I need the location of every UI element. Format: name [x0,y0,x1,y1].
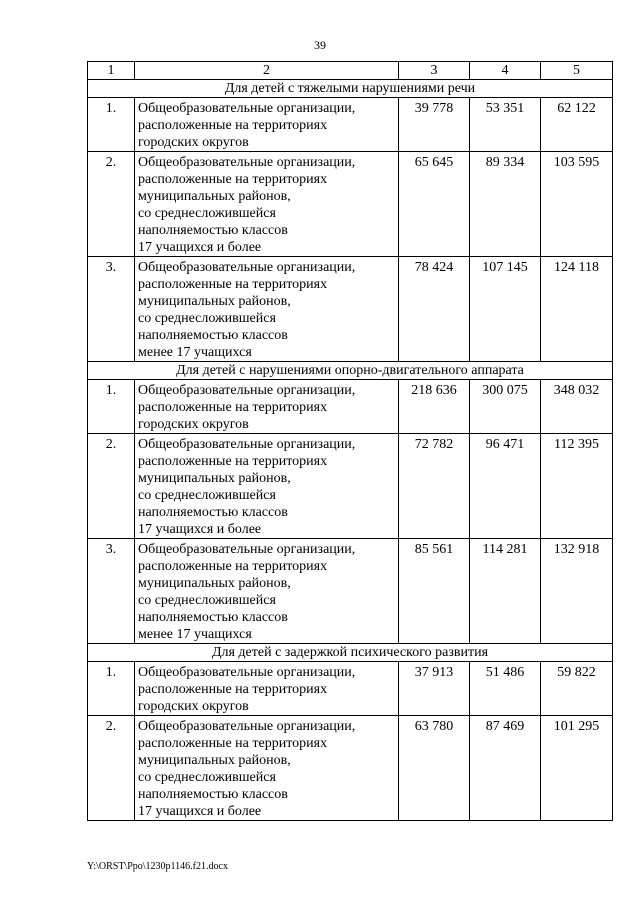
row-number: 1. [88,98,135,152]
value-col-5: 124 118 [541,257,613,362]
section-header-row [88,644,613,662]
value-col-3: 78 424 [399,257,470,362]
value-col-5: 103 595 [541,152,613,257]
row-number: 2. [88,434,135,539]
row-description [135,716,399,821]
description-line: городских округов [138,417,249,432]
table-row [88,98,613,152]
value-col-5: 112 395 [541,434,613,539]
row-description [135,98,399,152]
table-header-row [88,62,613,80]
description-line: Общеобразовательные организации, [138,437,356,452]
header-col-2: 2 [135,62,399,80]
description-line: Общеобразовательные организации, [138,383,356,398]
value-col-3: 65 645 [399,152,470,257]
value-col-4: 114 281 [470,539,541,644]
description-line: со среднесложившейся [138,488,276,503]
section-header-row [88,362,613,380]
row-number: 1. [88,380,135,434]
section-title: Для детей с задержкой психического развития [88,644,613,662]
table-row [88,434,613,539]
value-col-4: 53 351 [470,98,541,152]
description-line: менее 17 учащихся [138,627,252,642]
description-line: со среднесложившейся [138,311,276,326]
table-row [88,257,613,362]
description-line: расположенные на территориях [138,454,328,469]
description-line: менее 17 учащихся [138,345,252,360]
table-row [88,716,613,821]
description-line: со среднесложившейся [138,206,276,221]
value-col-4: 51 486 [470,662,541,716]
row-number: 2. [88,716,135,821]
description-line: Общеобразовательные организации, [138,719,356,734]
description-line: 17 учащихся и более [138,804,262,819]
row-description [135,152,399,257]
description-line: со среднесложившейся [138,593,276,608]
table-row [88,539,613,644]
description-line: наполняемостью классов [138,328,288,343]
section-header-row [88,80,613,98]
description-line: Общеобразовательные организации, [138,155,356,170]
value-col-4: 300 075 [470,380,541,434]
header-col-3: 3 [399,62,470,80]
row-number: 3. [88,539,135,644]
description-line: Общеобразовательные организации, [138,665,356,680]
row-number: 3. [88,257,135,362]
value-col-3: 85 561 [399,539,470,644]
file-path-footer: Y:\ORST\Ppo\1230p1146.f21.docx [87,861,228,872]
row-description [135,434,399,539]
description-line: расположенные на территориях [138,559,328,574]
header-col-5: 5 [541,62,613,80]
description-line: Общеобразовательные организации, [138,260,356,275]
header-col-1: 1 [88,62,135,80]
description-line: 17 учащихся и более [138,240,262,255]
value-col-3: 37 913 [399,662,470,716]
row-description [135,539,399,644]
table-row [88,152,613,257]
table-row [88,380,613,434]
value-col-5: 101 295 [541,716,613,821]
description-line: Общеобразовательные организации, [138,542,356,557]
section-title: Для детей с нарушениями опорно-двигательного аппарата [88,362,613,380]
description-line: наполняемостью классов [138,223,288,238]
description-line: наполняемостью классов [138,787,288,802]
description-line: муниципальных районов, [138,471,291,486]
header-col-4: 4 [470,62,541,80]
description-line: муниципальных районов, [138,753,291,768]
description-line: расположенные на территориях [138,172,328,187]
row-number: 2. [88,152,135,257]
description-line: наполняемостью классов [138,610,288,625]
description-line: муниципальных районов, [138,189,291,204]
description-line: Общеобразовательные организации, [138,101,356,116]
description-line: со среднесложившейся [138,770,276,785]
page-number: 39 [314,38,326,52]
description-line: муниципальных районов, [138,576,291,591]
row-description [135,662,399,716]
description-line: расположенные на территориях [138,118,328,133]
value-col-5: 59 822 [541,662,613,716]
description-line: расположенные на территориях [138,736,328,751]
row-description [135,257,399,362]
value-col-5: 132 918 [541,539,613,644]
value-col-4: 89 334 [470,152,541,257]
description-line: городских округов [138,135,249,150]
value-col-4: 107 145 [470,257,541,362]
section-title: Для детей с тяжелыми нарушениями речи [88,80,613,98]
value-col-3: 63 780 [399,716,470,821]
description-line: наполняемостью классов [138,505,288,520]
description-line: 17 учащихся и более [138,522,262,537]
normatives-table [87,61,613,821]
value-col-5: 62 122 [541,98,613,152]
value-col-3: 39 778 [399,98,470,152]
description-line: городских округов [138,699,249,714]
row-description [135,380,399,434]
description-line: расположенные на территориях [138,682,328,697]
description-line: расположенные на территориях [138,400,328,415]
description-line: муниципальных районов, [138,294,291,309]
row-number: 1. [88,662,135,716]
value-col-5: 348 032 [541,380,613,434]
value-col-4: 87 469 [470,716,541,821]
value-col-4: 96 471 [470,434,541,539]
value-col-3: 72 782 [399,434,470,539]
description-line: расположенные на территориях [138,277,328,292]
value-col-3: 218 636 [399,380,470,434]
table-row [88,662,613,716]
